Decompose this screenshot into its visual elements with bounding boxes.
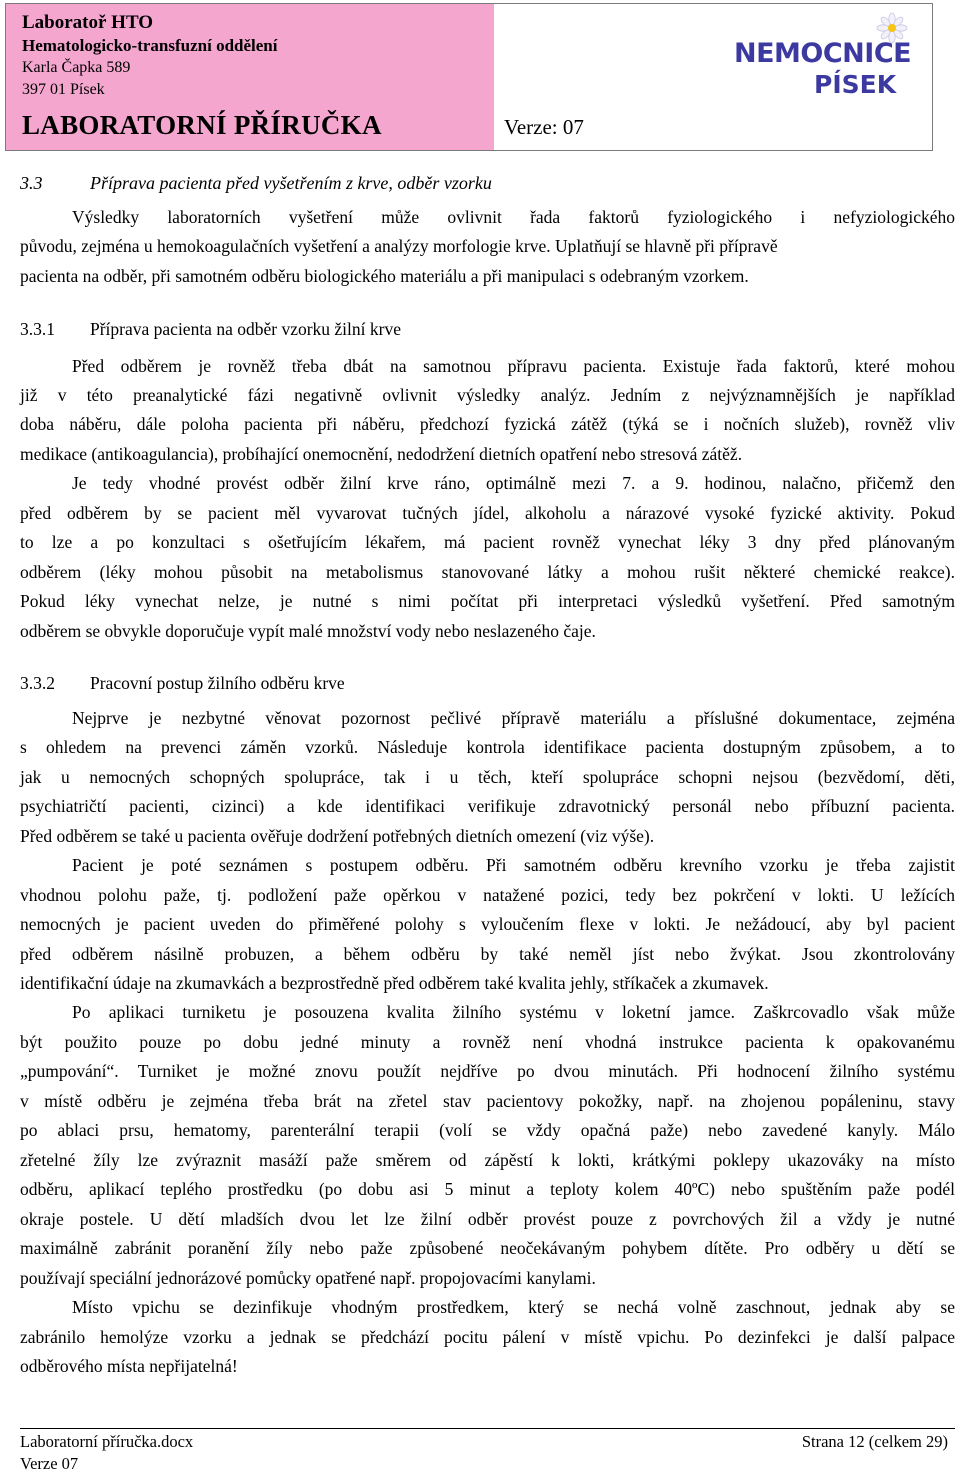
paragraph-line: medikace (antikoagulancia), probíhající onemocnění, nedodržení dietních opatření nebo stresová zátěž.: [20, 444, 743, 464]
header-version: Verze: 07: [504, 115, 584, 139]
paragraph-line: Po aplikaci turniketu je posouzena kvalita žilního systému v loketní jamce. Zaškrcovadlo však může: [72, 1002, 955, 1022]
hospital-logo: [728, 26, 924, 99]
paragraph-line: nemocných je pacient uveden do přiměřené polohy s vyloučením flexe v lokti. Je nežádoucí, aby byl pacient: [20, 914, 955, 934]
paragraph-line: identifikační údaje na zkumavkách a bezprostředně před odběrem také kvalita jehly, stříkaček a zkumavek.: [20, 973, 769, 993]
paragraph-line: již v této preanalytické fázi negativně ovlivnit výsledky analýz. Jedním z nejvýznamnějších je například: [20, 385, 955, 405]
subsection-heading: [20, 315, 955, 345]
paragraph-line: Je tedy vhodné provést odběr žilní krve ráno, optimálně mezi 7. a 9. hodinou, nalačno, přičemž den: [72, 473, 955, 493]
page-header: [5, 3, 933, 151]
paragraph-line: vhodnou polohu paže, tj. podložení paže opěrkou v natažené pozici, tedy bez pokrčení v lokti. U ležících: [20, 885, 955, 905]
paragraph-line: s ohledem na prevenci záměn vzorků. Následuje kontrola identifikace pacienta dostupným způsobem, a to: [20, 737, 955, 757]
paragraph-line: doba náběru, dále poloha pacienta při náběru, předchozí fyzická zátěž (týká se i nočních služeb), rovněž vliv: [20, 414, 955, 434]
paragraph-line: zřetelné žíly lze zvýraznit masáží paže směrem od zápěstí k lokti, krátkými poklepy ukazováky na místo: [20, 1150, 955, 1170]
paragraph-line: Pokud léky vynechat nelze, je nutné s nimi počítat při interpretaci výsledků vyšetření. Před samotným: [20, 591, 955, 611]
street-address: Karla Čapka 589: [22, 59, 131, 76]
logo-text-line1: NEMOCNICE: [734, 38, 912, 69]
footer-version: Verze 07: [20, 1454, 79, 1473]
document-title: LABORATORNÍ PŘÍRUČKA: [22, 110, 382, 140]
section-title: Příprava pacienta před vyšetřením z krve, odběr vzorku: [90, 173, 492, 193]
paragraph-line: to lze a po konzultaci s ošetřujícím lékařem, má pacient rovněž vynechat léky 3 dny před plánovaným: [20, 532, 955, 552]
paragraph-line: Místo vpichu se dezinfikuje vhodným prostředkem, který se nechá volně zaschnout, jednak aby se: [72, 1297, 955, 1317]
paragraph-line: Před odběrem se také u pacienta ověřuje dodržení potřebných dietních omezení (viz výše).: [20, 826, 655, 846]
section-heading: [20, 169, 955, 199]
subsection-number: 3.3.2: [20, 673, 55, 693]
paragraph-line: odběrem se obvykle doporučuje vypít malé množství vody nebo neslazeného čaje.: [20, 621, 596, 641]
paragraph-line: Pacient je poté seznámen s postupem odběru. Při samotném odběru krevního vzorku je třeba zajistit: [72, 855, 955, 875]
subsection-title: Příprava pacienta na odběr vzorku žilní krve: [90, 319, 401, 339]
section-number: 3.3: [20, 173, 43, 193]
paragraph-line: psychiatričtí pacienti, cizinci) a kde identifikaci verifikuje zdravotnický personál nebo příbuzní pacienta.: [20, 796, 955, 816]
footer-divider: [20, 1428, 955, 1429]
paragraph-line: před odběrem by se pacient měl vyvarovat tučných jídel, alkoholu a nárazové vysoké fyzické aktivity. Pokud: [20, 503, 955, 523]
paragraph-line: Výsledky laboratorních vyšetření může ovlivnit řada faktorů fyziologického i nefyziologického: [72, 207, 955, 227]
department-name: Hematologicko-transfuzní oddělení: [22, 36, 278, 55]
header-address-block: [6, 4, 494, 150]
subsection-number: 3.3.1: [20, 319, 55, 339]
subsection-heading: [20, 669, 955, 699]
paragraph-line: „pumpování“. Turniket je možné znovu použít nejdříve po dvou minutách. Při hodnocení žilního systému: [20, 1061, 955, 1081]
paragraph-line: původu, zejména u hemokoagulačních vyšetření a analýzy morfologie krve. Uplatňují se hlavně při přípravě: [20, 236, 778, 256]
paragraph-line: odběrového místa nepřijatelná!: [20, 1356, 238, 1376]
footer-page-number: Strana 12 (celkem 29): [801, 1432, 948, 1451]
lab-name: Laboratoř HTO: [22, 12, 154, 33]
footer-filename: Laboratorní příručka.docx: [20, 1432, 194, 1451]
paragraph-line: v místě odběru je zejména třeba brát na zřetel stav pacientovy pokožky, např. na zhojenou popáleninu, stavy: [20, 1091, 955, 1111]
paragraph-line: pacienta na odběr, při samotném odběru biologického materiálu a při manipulaci s odebraným vzorkem.: [20, 266, 749, 286]
paragraph-line: před odběrem násilně probuzen, a během odběru by také neměl jíst nebo žvýkat. Jsou zkontrolovány: [20, 944, 955, 964]
paragraph-line: odběrem (léky mohou působit na metabolismus stanovované látky a mohou rušit některé chemické reakce).: [20, 562, 955, 582]
paragraph-line: zabránilo hemolýze vzorku a jednak se předchází pocitu pálení v místě vpichu. Po dezinfekci je další palpace: [20, 1327, 955, 1347]
paragraph-line: okraje postele. U dětí mladších dvou let lze žilní odběr provést pouze z povrchových žil a vždy je nutné: [20, 1209, 955, 1229]
paragraph-line: být použito pouze po dobu jedné minuty a rovněž není vhodná instrukce pacienta k opakovanému: [20, 1032, 955, 1052]
paragraph-line: Před odběrem je rovněž třeba dbát na samotnou přípravu pacienta. Existuje řada faktorů, které mohou: [72, 356, 955, 376]
logo-text-line2: PÍSEK: [814, 70, 897, 99]
paragraph-line: používají speciální jednorázové pomůcky opatřené např. propojovacími kanylami.: [20, 1268, 596, 1288]
paragraph-line: maximálně zabránit poranění žíly nebo paže způsobené neočekávaným pohybem dítěte. Pro odběry u dětí se: [20, 1238, 955, 1258]
paragraph-line: jak u nemocných schopných spolupráce, tak i u těch, kteří spolupráce schopni nejsou (bezvědomí, děti,: [20, 767, 955, 787]
subsection-title: Pracovní postup žilního odběru krve: [90, 673, 345, 693]
paragraph-line: po ablaci prsu, hematomy, parenterální terapii (volí se vždy opačná paže) nebo zavedené kanyly. Málo: [20, 1120, 955, 1140]
paragraph-line: Nejprve je nezbytné věnovat pozornost pečlivé přípravě materiálu a příslušné dokumentace, zejména: [72, 708, 955, 728]
paragraph-line: odběru, aplikací teplého prostředku (po dobu asi 5 minut a teploty kolem 40ºC) nebo spuštěním paže podél: [20, 1179, 955, 1199]
city-address: 397 01 Písek: [22, 81, 105, 98]
